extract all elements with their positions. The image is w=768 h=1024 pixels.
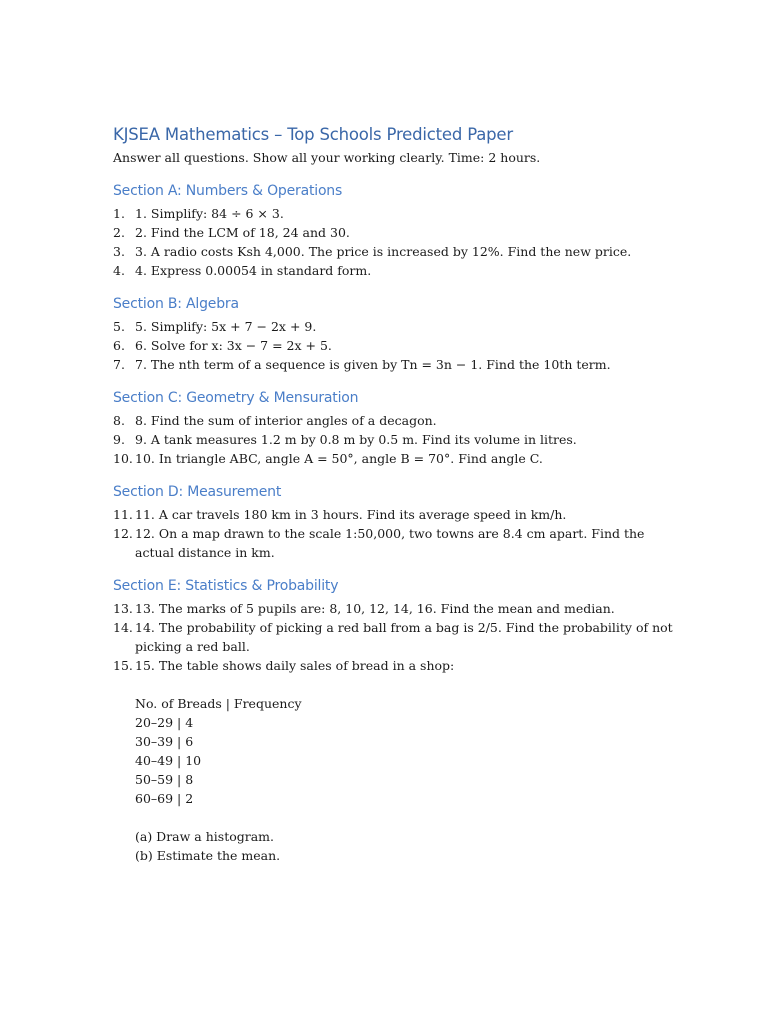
section-a-heading: Section A: Numbers & Operations: [113, 183, 343, 199]
question-item: [113, 524, 673, 562]
question-item: [113, 317, 673, 336]
subpart-a: (a) Draw a histogram.: [135, 829, 274, 844]
table-row-line: 30–39 | 6: [135, 734, 194, 749]
question-text: 13. The marks of 5 pupils are: 8, 10, 12, 14, 16. Find the mean and median.: [135, 601, 615, 616]
question-text: 2. Find the LCM of 18, 24 and 30.: [135, 225, 350, 240]
question-number: 1.: [113, 206, 125, 221]
question-text: 9. A tank measures 1.2 m by 0.8 m by 0.5 m. Find its volume in litres.: [135, 432, 577, 447]
blank-line: [135, 808, 673, 827]
question-number: 13.: [113, 601, 133, 616]
question-text: 14. The probability of picking a red ball from a bag is 2/5. Find the probability of not picking a red ball.: [135, 620, 673, 654]
question-item: [113, 336, 673, 355]
question-number: 12.: [113, 526, 133, 541]
section-b-heading: Section B: Algebra: [113, 296, 239, 312]
table-row-line: 60–69 | 2: [135, 791, 194, 806]
section-d-heading: Section D: Measurement: [113, 484, 282, 500]
section-c-heading: Section C: Geometry & Mensuration: [113, 390, 359, 406]
question-item: [113, 223, 673, 242]
question-text: 5. Simplify: 5x + 7 − 2x + 9.: [135, 319, 317, 334]
question-number: 4.: [113, 263, 125, 278]
section-a-questions: [113, 204, 673, 280]
question-number: 8.: [113, 413, 125, 428]
question-item: [113, 449, 673, 468]
table-row-line: 40–49 | 10: [135, 753, 202, 768]
blank-line: [135, 675, 673, 694]
document-page: [113, 124, 673, 865]
question-item: [113, 411, 673, 430]
question-item: [113, 242, 673, 261]
question-item: [113, 618, 673, 656]
table-header-line: No. of Breads | Frequency: [135, 696, 302, 711]
subpart-b: (b) Estimate the mean.: [135, 848, 281, 863]
question-text: 7. The nth term of a sequence is given by Tn = 3n − 1. Find the 10th term.: [135, 357, 611, 372]
question-item: [113, 355, 673, 374]
question-text: 10. In triangle ABC, angle A = 50°, angle B = 70°. Find angle C.: [135, 451, 543, 466]
section-c-questions: [113, 411, 673, 468]
instructions-text: Answer all questions. Show all your working clearly. Time: 2 hours.: [113, 150, 541, 165]
question-number: 9.: [113, 432, 125, 447]
section-e-heading: Section E: Statistics & Probability: [113, 578, 339, 594]
question-item: [113, 261, 673, 280]
question-item: [113, 505, 673, 524]
question-text: 1. Simplify: 84 ÷ 6 × 3.: [135, 206, 284, 221]
question-text: 4. Express 0.00054 in standard form.: [135, 263, 372, 278]
question-number: 14.: [113, 620, 133, 635]
table-row-line: 50–59 | 8: [135, 772, 194, 787]
question-text: 8. Find the sum of interior angles of a decagon.: [135, 413, 437, 428]
question-number: 10.: [113, 451, 133, 466]
question-number: 7.: [113, 357, 125, 372]
question-text: 6. Solve for x: 3x − 7 = 2x + 5.: [135, 338, 332, 353]
question-item: [113, 599, 673, 618]
question-text: 11. A car travels 180 km in 3 hours. Find its average speed in km/h.: [135, 507, 567, 522]
question-item: [113, 656, 673, 865]
section-d-questions: [113, 505, 673, 562]
question-text: 15. The table shows daily sales of bread in a shop:: [135, 658, 455, 673]
document-title: KJSEA Mathematics – Top Schools Predicted Paper: [113, 125, 513, 144]
section-b-questions: [113, 317, 673, 374]
section-e-questions: [113, 599, 673, 865]
question-number: 6.: [113, 338, 125, 353]
table-row-line: 20–29 | 4: [135, 715, 194, 730]
question-number: 3.: [113, 244, 125, 259]
question-text: 3. A radio costs Ksh 4,000. The price is increased by 12%. Find the new price.: [135, 244, 632, 259]
question-number: 5.: [113, 319, 125, 334]
question-item: [113, 204, 673, 223]
question-text: 12. On a map drawn to the scale 1:50,000, two towns are 8.4 cm apart. Find the actual distance in km.: [135, 526, 645, 560]
question-number: 11.: [113, 507, 133, 522]
question-number: 15.: [113, 658, 133, 673]
question-item: [113, 430, 673, 449]
question-number: 2.: [113, 225, 125, 240]
